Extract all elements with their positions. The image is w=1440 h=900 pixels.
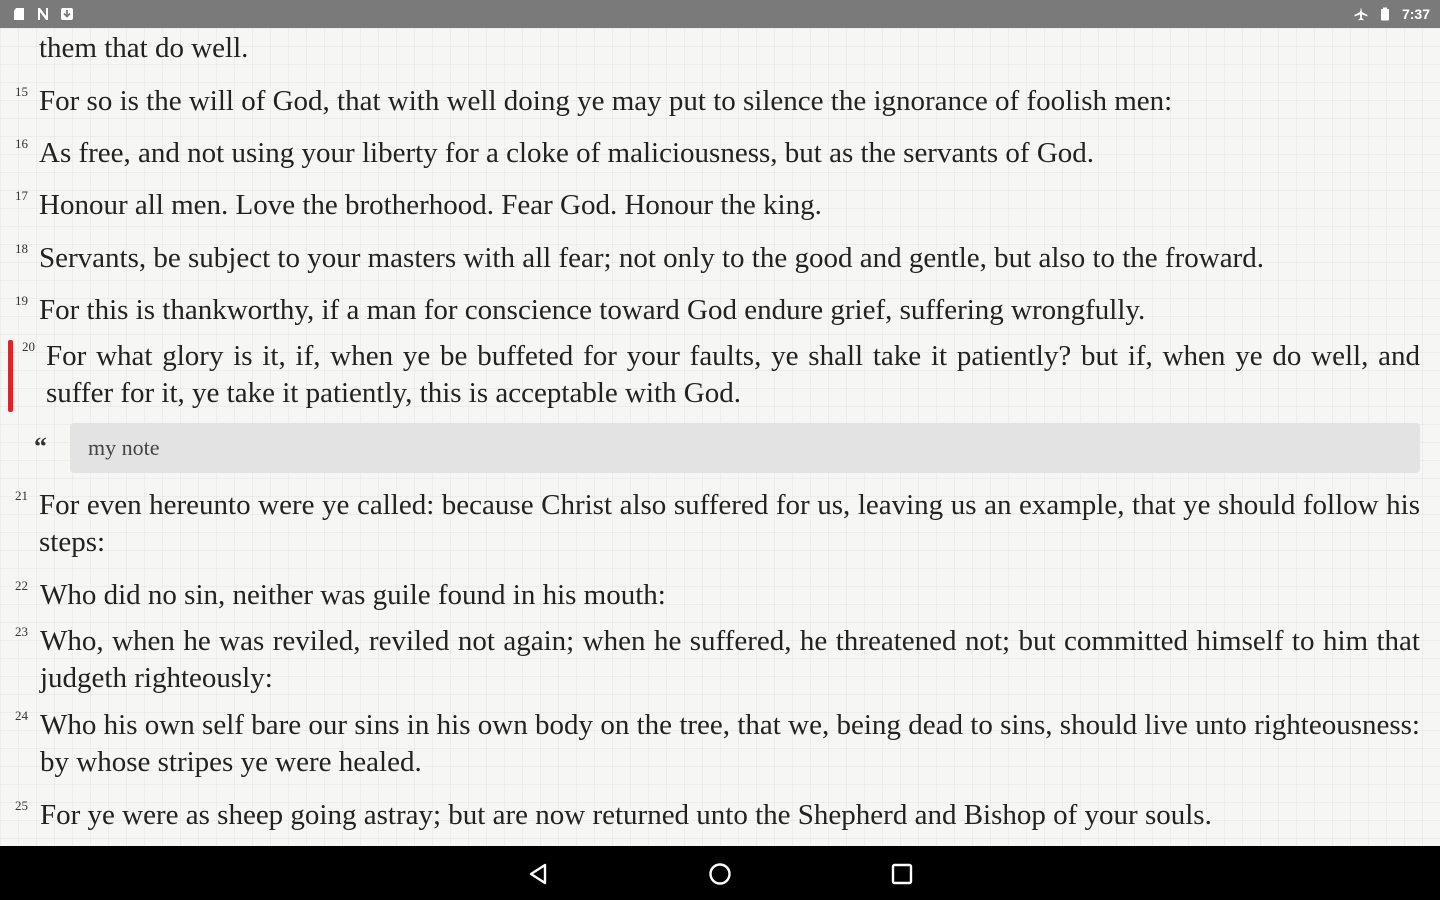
sd-card-icon	[12, 7, 26, 21]
verse-number: 20	[22, 339, 35, 354]
note-box[interactable]	[70, 423, 1420, 473]
verse-number: 23	[15, 624, 28, 639]
verse-note[interactable]	[0, 423, 1440, 475]
quote-icon: “	[34, 432, 47, 461]
airplane-icon	[1354, 7, 1368, 21]
verse-17[interactable]	[0, 187, 1420, 224]
verse-number: 18	[15, 241, 28, 256]
verse-23[interactable]	[0, 623, 1420, 697]
verse-text: For what glory is it, if, when ye be buffeted for your faults, ye shall take it patiently? but if, when ye do well, and suffer for it, ye take it patiently, this is acceptable with God.	[46, 340, 1420, 409]
verse-text: Who did no sin, neither was guile found in his mouth:	[40, 579, 666, 611]
verse-text: For even hereunto were ye called: because Christ also suffered for us, leaving us an example, that ye should follow his steps:	[39, 489, 1420, 558]
note-text: my note	[88, 435, 160, 460]
verse-18[interactable]	[0, 240, 1420, 277]
verse-text: For ye were as sheep going astray; but are now returned unto the Shepherd and Bishop of your souls.	[40, 799, 1212, 831]
back-icon[interactable]	[525, 860, 553, 888]
verse-20[interactable]	[0, 338, 1420, 412]
navigation-bar	[0, 846, 1440, 900]
status-bar	[0, 0, 1440, 28]
home-icon[interactable]	[706, 860, 734, 888]
verse-text: them that do well.	[39, 32, 249, 64]
verse-text: As free, and not using your liberty for a cloke of maliciousness, but as the servants of God.	[39, 137, 1095, 169]
status-left-icons	[12, 7, 74, 21]
verse-number: 19	[15, 293, 28, 308]
verse-number: 21	[15, 488, 28, 503]
verse-number: 17	[15, 188, 28, 203]
verse-text: Who, when he was reviled, reviled not again; when he suffered, he threatened not; but committed himself to him that judgeth righteously:	[40, 625, 1420, 694]
download-icon	[60, 7, 74, 21]
verse-text: Who his own self bare our sins in his own body on the tree, that we, being dead to sins, should live unto righteousness: by whose stripes ye were healed.	[40, 709, 1420, 778]
verse-continuation[interactable]	[0, 30, 1420, 67]
verse-25[interactable]	[0, 797, 1420, 834]
battery-icon	[1378, 7, 1392, 21]
verse-16[interactable]	[0, 135, 1420, 172]
verse-text: For so is the will of God, that with well doing ye may put to silence the ignorance of foolish men:	[39, 85, 1173, 117]
verse-24[interactable]	[0, 707, 1420, 781]
verse-19[interactable]	[0, 292, 1420, 329]
verse-text: For this is thankworthy, if a man for conscience toward God endure grief, suffering wrongfully.	[39, 294, 1146, 326]
verse-21[interactable]	[0, 487, 1420, 561]
status-right-icons	[1354, 6, 1430, 22]
verse-number: 15	[15, 84, 28, 99]
bible-reader[interactable]	[0, 28, 1440, 846]
recents-icon[interactable]	[888, 860, 916, 888]
verse-22[interactable]	[0, 577, 1420, 614]
verse-text: Servants, be subject to your masters with all fear; not only to the good and gentle, but also to the froward.	[39, 242, 1264, 274]
verse-number: 22	[15, 578, 28, 593]
verse-number: 16	[15, 136, 28, 151]
verse-number: 25	[15, 798, 28, 813]
verse-text: Honour all men. Love the brotherhood. Fear God. Honour the king.	[39, 189, 822, 221]
n-icon	[36, 7, 50, 21]
verse-number: 24	[15, 708, 28, 723]
status-time: 7:37	[1401, 6, 1430, 22]
verse-15[interactable]	[0, 83, 1420, 120]
